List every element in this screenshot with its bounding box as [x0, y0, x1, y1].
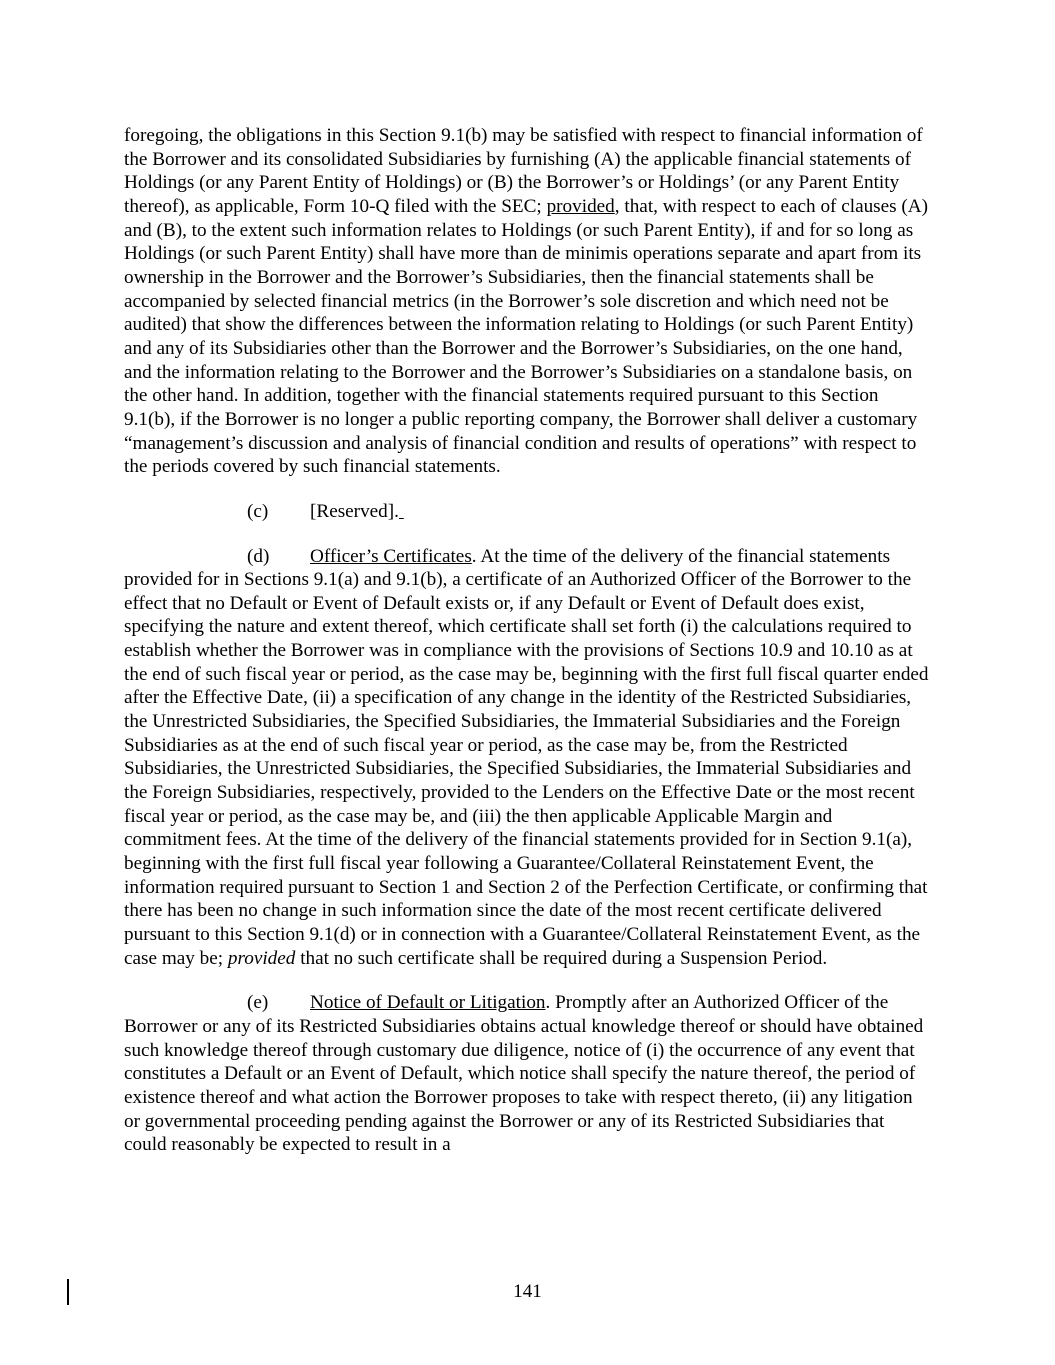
provided-term: provided	[546, 195, 615, 217]
document-body	[124, 124, 929, 1178]
paragraph-text: foregoing, the obligations in this Section 9.1(b) may be satisfied with respect to financial information of the Borrower and its consolidated Subsidiaries by furnishing (A) the applicable financial statements of Holdings (or any Parent Entity of Holdings) or (B) the Borrower’s or Holdings’ (or any Parent Entity thereof), as applicable, Form 10-Q filed with the SEC;	[124, 125, 923, 217]
paragraph-d-officers-certificates	[124, 545, 929, 971]
paragraph-text: that no such certificate shall be required during a Suspension Period.	[295, 947, 828, 969]
heading-notice-of-default-or-litigation: Notice of Default or Litigation	[310, 992, 546, 1014]
paragraph-text: . Promptly after an Authorized Officer of the Borrower or any of its Restricted Subsidiaries obtains actual knowledge thereof or should have obtained such knowledge thereof through customary due diligence, notice of (i) the occurrence of any event that constitutes a Default or an Event of Default, which notice shall specify the nature thereof, the period of existence thereof and what action the Borrower proposes to take with respect thereto, (ii) any litigation or governmental proceeding pending against the Borrower or any of its Restricted Subsidiaries that could reasonably be expected to result in a	[124, 992, 924, 1156]
underline-mark	[399, 501, 404, 522]
paragraph-text: , that, with respect to each of clauses (A) and (B), to the extent such information relates to Holdings (or such Parent Entity), if and for so long as Holdings (or such Parent Entity) shall have more than de minimis operations separate and apart from its ownership in the Borrower and the Borrower’s Subsidiaries, then the financial statements shall be accompanied by selected financial metrics (in the Borrower’s sole discretion and which need not be audited) that show the differences between the information relating to Holdings (or such Parent Entity) and any of its Subsidiaries other than the Borrower and the Borrower’s Subsidiaries, on the one hand, and the information relating to the Borrower and the Borrower’s Subsidiaries on a standalone basis, on the other hand. In addition, together with the financial statements required pursuant to this Section 9.1(b), if the Borrower is no longer a public reporting company, the Borrower shall deliver a customary “management’s discussion and analysis of financial condition and results of operations” with respect to the periods covered by such financial statements.	[124, 195, 929, 478]
clause-label-c: (c)	[247, 500, 269, 522]
provided-term: provided	[227, 947, 296, 969]
paragraph-c-reserved	[124, 500, 929, 524]
page-number: 141	[513, 1281, 542, 1302]
paragraph-text: . At the time of the delivery of the financial statements provided for in Sections 9.1(a) and 9.1(b), a certificate of an Authorized Officer of the Borrower to the effect that no Default or Event of Default exists or, if any Default or Event of Default does exist, specifying the nature and extent thereof, which certificate shall set forth (i) the calculations required to establish whether the Borrower was in compliance with the provisions of Sections 10.9 and 10.10 as at the end of such fiscal year or period, as the case may be, beginning with the first full fiscal quarter ended after the Effective Date, (ii) a specification of any change in the identity of the Restricted Subsidiaries, the Unrestricted Subsidiaries, the Specified Subsidiaries, the Immaterial Subsidiaries and the Foreign Subsidiaries as at the end of such fiscal year or period, as the case may be, from the Restricted Subsidiaries, the Unrestricted Subsidiaries, the Specified Subsidiaries, the Immaterial Subsidiaries and the Foreign Subsidiaries, respectively, provided to the Lenders on the Effective Date or the most recent fiscal year or period, as the case may be, and (iii) the then applicable Applicable Margin and commitment fees. At the time of the delivery of the financial statements provided for in Section 9.1(a), beginning with the first full fiscal year following a Guarantee/Collateral Reinstatement Event, the information required pursuant to Section 1 and Section 2 of the Perfection Certificate, or confirming that there has been no change in such information since the date of the most recent certificate delivered pursuant to this Section 9.1(d) or in connection with a Guarantee/Collateral Reinstatement Event, as the case may be;	[124, 545, 929, 969]
heading-officers-certificates: Officer’s Certificates	[310, 545, 472, 567]
reserved-text: [Reserved].	[310, 500, 399, 522]
paragraph-e-notice-of-default	[124, 991, 929, 1157]
paragraph-section-9-1-b-continuation	[124, 124, 929, 479]
clause-label-d: (d)	[247, 545, 270, 567]
clause-label-e: (e)	[247, 992, 269, 1014]
